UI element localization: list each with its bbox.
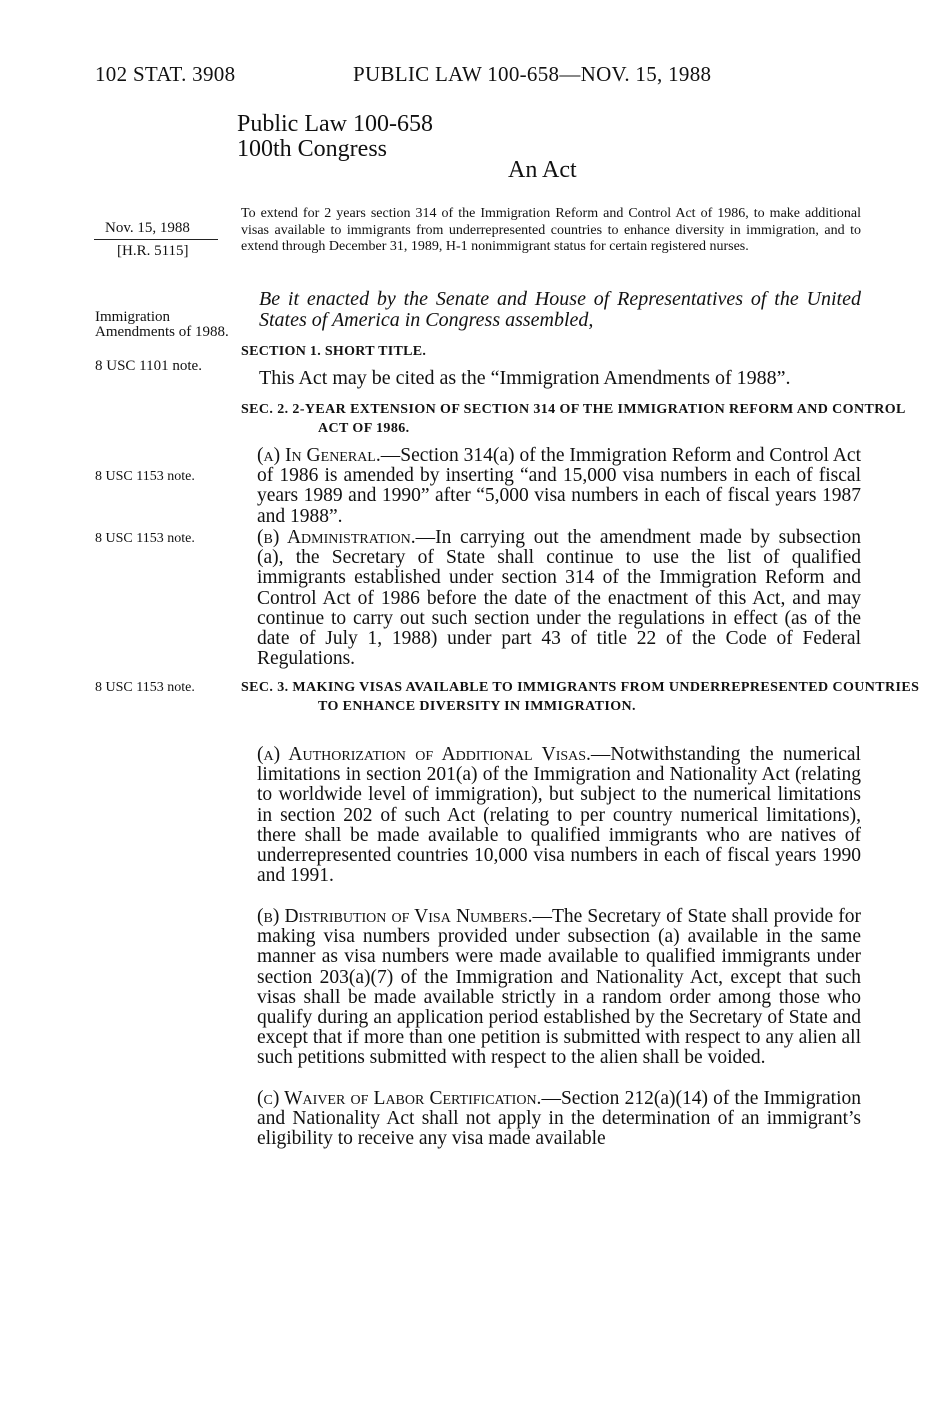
- act-title: An Act: [508, 157, 577, 183]
- subsection-label: (b) Administration.: [257, 527, 416, 548]
- margin-note-usc-1153: 8 USC 1153 note.: [95, 469, 195, 484]
- subsection-label: (a) Authorization of Additional Visas.: [257, 744, 591, 765]
- section-1-heading: SECTION 1. SHORT TITLE.: [241, 344, 427, 359]
- section-2-subsection-a: [237, 446, 861, 527]
- margin-note-usc-1101: 8 USC 1101 note.: [95, 358, 202, 374]
- subsection-text: —Section 212(a)(14) of the Immigration and Nationality Act shall not apply in the determination of an immigrant’s eligibility to receive any visa made available: [257, 1088, 862, 1150]
- congress-number: 100th Congress: [237, 136, 387, 162]
- law-title-block: [237, 112, 433, 162]
- public-law-number: Public Law 100-658: [237, 111, 433, 137]
- subsection-text: —Section 314(a) of the Immigration Reform and Control Act of 1986 is amended by inserting “and 15,000 visa numbers in each of fiscal years 1989 and 1990” after “5,000 visa numbers in each of fiscal years 1987 and 1988”.: [257, 445, 861, 527]
- subsection-text: —Notwithstanding the numerical limitations in section 201(a) of the Immigration and Nationality Act (relating to worldwide level of immigration), but subject to the numerical limitations in section 202 of such Act (relating to per country numerical limitations), there shall be made available to qualified immigrants who are natives of underrepresented countries 10,000 visa numbers in each of fiscal years 1990 and 1991.: [257, 744, 861, 887]
- subsection-label: (a) In General.: [257, 445, 381, 466]
- margin-note-bill: [H.R. 5115]: [117, 243, 189, 259]
- subsection-label: (c) Waiver of Labor Certification.: [257, 1088, 542, 1109]
- margin-note-usc-1153: 8 USC 1153 note.: [95, 531, 195, 546]
- subsection-text: —In carrying out the amendment made by subsection (a), the Secretary of State shall continue to use the list of qualified immigrants established under section 314 of the Immigration Reform and Control Act of 1986 before the date of the enactment of this Act, and may continue to carry out such section under the regulations in effect (as of the date of July 1, 1988) under part 43 of title 22 of the Code of Federal Regulations.: [257, 527, 861, 670]
- subsection-label: (b) Distribution of Visa Numbers.: [257, 906, 533, 927]
- enacting-clause: [241, 289, 861, 331]
- section-3-heading: SEC. 3. MAKING VISAS AVAILABLE TO IMMIGRANTS FROM UNDERREPRESENTED COUNTRIES TO ENHANCE DIVERSITY IN IMMIGRATION.: [241, 680, 920, 714]
- margin-note-short-title: Immigration Amendments of 1988.: [95, 309, 229, 340]
- section-3-subsection-c: [237, 1089, 861, 1150]
- margin-divider: [94, 239, 218, 240]
- section-3-subsection-b: [237, 907, 861, 1069]
- enacting-clause-text: Be it enacted by the Senate and House of Representatives of the United States of America in Congress assembled,: [259, 288, 861, 331]
- section-3-subsection-a: [237, 745, 861, 886]
- section-1-text: This Act may be cited as the “Immigration Amendments of 1988”.: [259, 367, 791, 389]
- section-2-subsection-b: [237, 528, 861, 669]
- long-title: To extend for 2 years section 314 of the Immigration Reform and Control Act of 1986, to make additional visas available to immigrants from underrepresented countries to enhance diversity in immigration, and to extend through December 31, 1989, H-1 nonimmigrant status for certain registered nurses.: [241, 206, 861, 254]
- margin-note-date: Nov. 15, 1988: [105, 220, 190, 236]
- subsection-text: —The Secretary of State shall provide for making visa numbers provided under subsection (a) available in the same manner as visa numbers were made available to qualified immigrants under section 203(a)(7) of the Immigration and Nationality Act, except that such visas shall be made available strictly in a random order among those who qualify during an application period established by the Secretary of State and except that if more than one petition is submitted with respect to any alien all such petitions submitted with respect to the alien shall be voided.: [257, 906, 861, 1069]
- running-header: PUBLIC LAW 100-658—NOV. 15, 1988: [353, 62, 712, 86]
- section-2-heading: SEC. 2. 2-YEAR EXTENSION OF SECTION 314 OF THE IMMIGRATION REFORM AND CONTROL ACT OF 1986.: [241, 402, 905, 436]
- margin-note-usc-1153: 8 USC 1153 note.: [95, 680, 195, 695]
- page-number: 102 STAT. 3908: [95, 62, 236, 86]
